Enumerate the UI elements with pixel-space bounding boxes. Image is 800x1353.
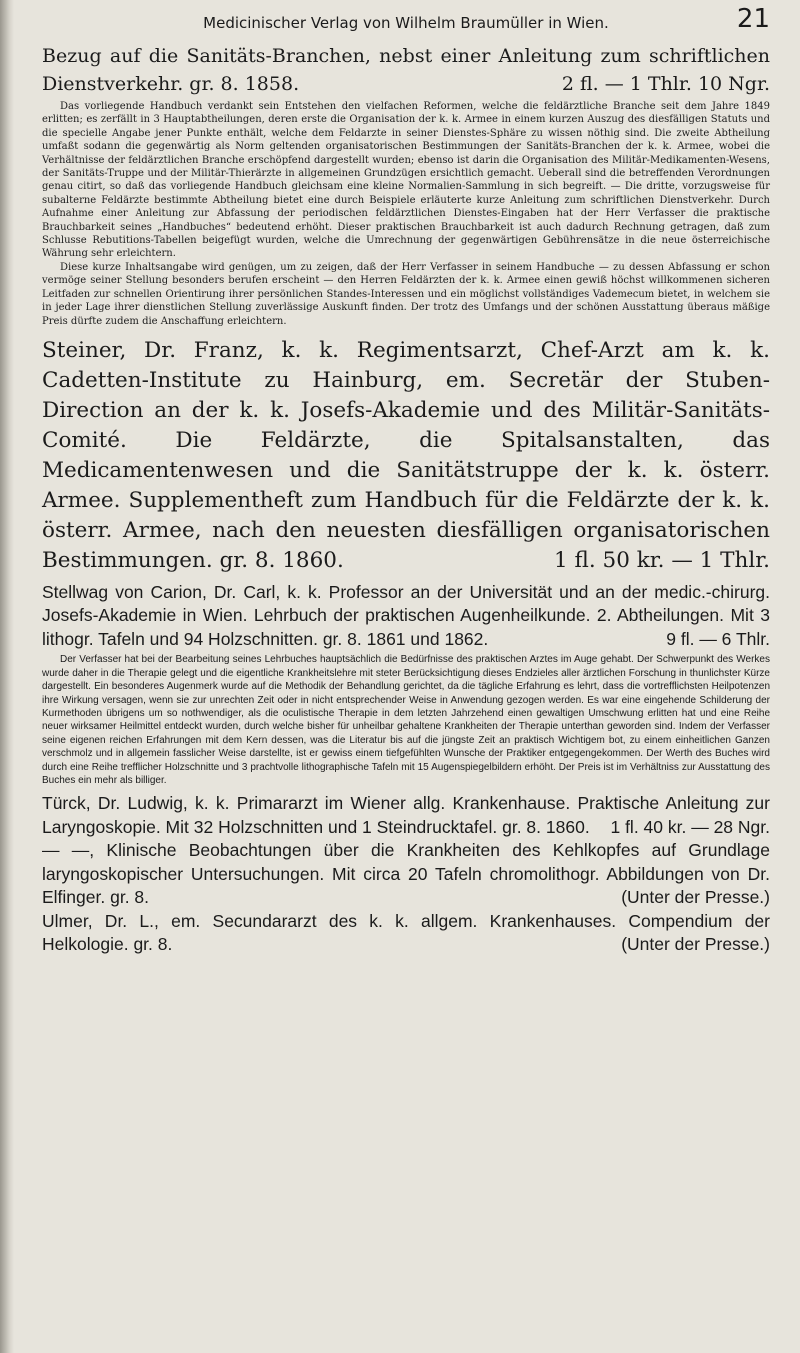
page-number: 21 <box>736 4 770 34</box>
page-header <box>42 4 770 42</box>
entry-title <box>42 792 770 839</box>
entry-price: (Unter der Presse.) <box>621 934 770 955</box>
catalog-entry <box>42 792 770 839</box>
publisher-line: Medicinischer Verlag von Wilhelm Braumüller in Wien. <box>203 14 609 32</box>
entry-title <box>42 839 770 910</box>
description-paragraph: Der Verfasser hat bei der Bearbeitung seines Lehrbuches hauptsächlich die Bedürfnisse des praktischen Arztes im Auge gehabt. Der Schwerpunkt des Werkes wurde daher in die Therapie gelegt und die eigentliche Krankheitslehre mit steter Berücksichtigung dieses Endzieles aller ärztlichen Forschung in thunlichster Kürze dargestellt. Ein besonderes Augenmerk wurde auf die Methodik der Behandlung gerichtet, da die tägliche Erfahrung es lehrt, dass die vortrefflichsten Heilpotenzen ihre Wirkung versagen, wenn sie zur unrechten Zeit oder in nicht entsprechender Weise in Anwendung gezogen werden. Es war eine eingehende Schilderung der Kurmethoden übrigens um so nothwendiger, als die oculistische Therapie in dem letzten Jahrzehend einen gewaltigen Umschwung erlitten hat und eine Reihe neuer wirksamer Heilmittel entdeckt wurden, durch welche bisher für unheilbar gehaltene Krankheiten der Therapie unterthan geworden sind. Indem der Verfasser seine eigenen reichen Erfahrungen mit dem Kern dessen, was die Literatur bis auf die jüngste Zeit an praktisch Wichtigem bot, zu einem einheitlichen Ganzen verschmolz und in allgemein fasslicher Weise darstellte, ist er gewiss einem tiefgefühlten Wunsche der Praktiker entgegengekommen. Der Werth des Buches wird durch eine Reihe trefflicher Holzschnitte und 3 prachtvolle lithographische Tafeln mit 15 Augenspiegelbildern erhöht. Der Preis ist im Verhältniss zur Ausstattung des Buches ein mehr als billiger. <box>42 654 770 787</box>
entry-title <box>42 581 770 652</box>
entry-title-text: Ulmer, Dr. L., em. Secundararzt des k. k. allgem. Krankenhauses. Compendium der Helkologie. gr. 8. <box>42 910 770 955</box>
catalog-entry <box>42 910 770 957</box>
entry-title-text: Steiner, Dr. Franz, k. k. Regimentsarzt, Chef-Arzt am k. k. Cadetten-Institute zu Hainburg, em. Secretär der Stuben-Direction an der k. k. Josefs-Akademie und des Militär-Sanitäts-Comité. Die Feldärzte, die Spitalsanstalten, das Medicamentenwesen und die Sanitätstruppe der k. k. österr. Armee. Supplementheft zum Handbuch für die Feldärzte der k. k. österr. Armee, nach den neuesten diesfälligen organisatorischen Bestimmungen. gr. 8. 1860. <box>42 337 770 573</box>
catalog-entry <box>42 42 770 328</box>
binding-shadow <box>0 0 14 1353</box>
entry-title-text: Türck, Dr. Ludwig, k. k. Primararzt im Wiener allg. Krankenhause. Praktische Anleitung zur Laryngoskopie. Mit 32 Holzschnitten und 1 Steindrucktafel. gr. 8. 1860. <box>42 793 770 837</box>
catalog-entry <box>42 581 770 788</box>
catalog-entry <box>42 336 770 576</box>
entry-price: 1 fl. 50 kr. — 1 Thlr. <box>554 547 770 573</box>
entry-price: 2 fl. — 1 Thlr. 10 Ngr. <box>561 73 770 95</box>
entry-price: 1 fl. 40 kr. — 28 Ngr. <box>610 816 770 837</box>
entry-title <box>42 42 770 98</box>
entry-description <box>42 100 770 328</box>
description-paragraph: Diese kurze Inhaltsangabe wird genügen, um zu zeigen, daß der Herr Verfasser in seinem Handbuche — zu dessen Abfassung er schon vermöge seiner Stellung besonders berufen erscheint — den Herren Feldärzten der k. k. Armee einen gewiß höchst willkommenen sicheren Leitfaden zur schnellen Orientirung ihrer persönlichen Standes-Interessen und ein möglichst vollständiges Vademecum bietet, in welchem sie in jeder Lage ihrer dienstlichen Stellung zuverlässige Auskunft finden. Der trotz des Umfangs und der schönen Ausstattung überaus mäßige Preis dürfte zudem die Anschaffung erleichtern. <box>42 261 770 327</box>
entry-price: (Unter der Presse.) <box>621 887 770 908</box>
description-paragraph: Das vorliegende Handbuch verdankt sein Entstehen den vielfachen Reformen, welche die feldärztliche Branche seit dem Jahre 1849 erlitten; es zerfällt in 3 Hauptabtheilungen, deren erste die Organisation der k. k. Armee in einem kurzen Auszug des diesfälligen Statuts und die specielle Angabe jener Punkte enthält, welche dem Feldarzte in seiner Dienstes-Sphäre zu wissen nöthig sind. Die zweite Abtheilung umfaßt sodann die gegenwärtig als Norm geltenden organisatorischen Bestimmungen der Sanitäts-Branchen der k. k. Armee, wobei die Verhältnisse der feldärztlichen Branche erschöpfend dargestellt wurden; ebenso ist darin die Organisation des Militär-Medikamenten-Wesens, der Sanitäts-Truppe und der Militär-Thierärzte in allgemeinen Grundzügen ersichtlich gemacht. Ueberall sind die betreffenden Verordnungen genau citirt, so daß das vorliegende Handbuch gleichsam eine kleine Normalien-Sammlung in sich begreift. — Die dritte, vorzugsweise für subalterne Feldärzte bestimmte Abtheilung bietet eine durch Beispiele erläuterte kurze Anleitung zum schriftlichen Dienstverkehr. Durch Aufnahme einer Anleitung zur Abfassung der periodischen feldärztlichen Dienstes-Eingaben hat der Herr Verfasser die praktische Brauchbarkeit seines „Handbuches“ bedeutend erhöht. Dieser praktischen Brauchbarkeit ist auch dadurch Rechnung getragen, daß zum Schlusse Rebutitions-Tabellen beigefügt wurden, welche die Umrechnung der gegenwärtigen Gebührensätze in die neue österreichische Währung sehr erleichtern. <box>42 101 770 260</box>
entry-title <box>42 910 770 957</box>
entry-title-text: Bezug auf die Sanitäts-Branchen, nebst einer Anleitung zum schriftlichen Dienstverkehr. gr. 8. 1858. <box>42 45 770 95</box>
entry-price: 9 fl. — 6 Thlr. <box>666 628 770 649</box>
entry-title-text: — —, Klinische Beobachtungen über die Krankheiten des Kehlkopfes auf Grundlage laryngoskopischer Untersuchungen. Mit circa 20 Tafeln chromolithogr. Abbildungen von Dr. Elfinger. gr. 8. <box>42 840 770 908</box>
entry-title-text: Stellwag von Carion, Dr. Carl, k. k. Professor an der Universität und an der medic.-chirurg. Josefs-Akademie in Wien. Lehrbuch der praktischen Augenheilkunde. 2. Abtheilungen. Mit 3 lithogr. Tafeln und 94 Holzschnitten. gr. 8. 1861 und 1862. <box>42 581 770 649</box>
catalog-entry <box>42 839 770 910</box>
entry-title <box>42 336 770 576</box>
entry-description <box>42 653 770 787</box>
